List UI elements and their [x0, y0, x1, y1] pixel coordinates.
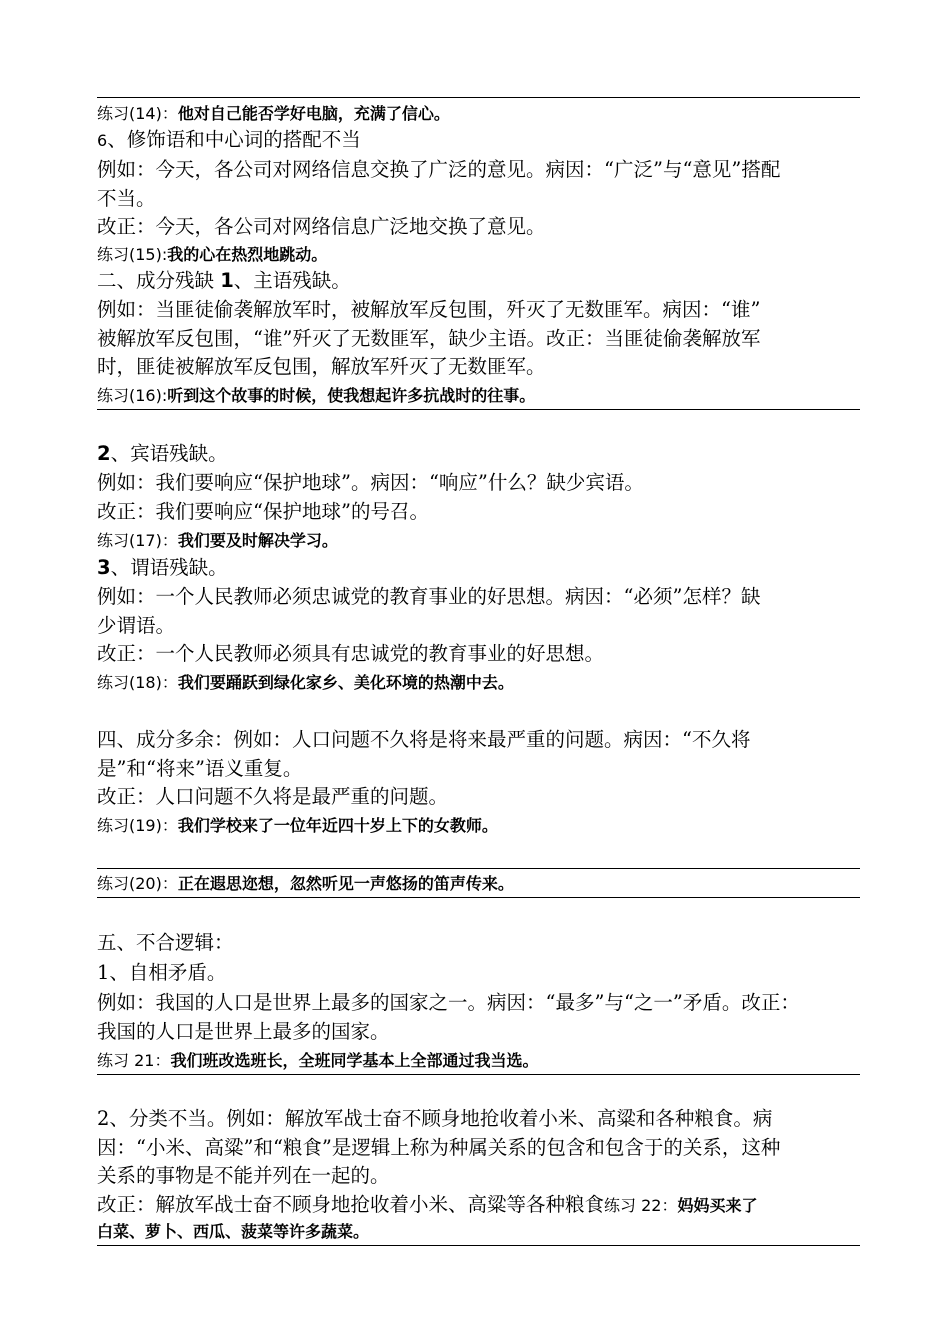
exercise-16 [97, 385, 535, 407]
section-6-heading: 6、修饰语和中心词的搭配不当 [97, 128, 361, 151]
text-line: 改正：一个人民教师必须具有忠诚党的教育事业的好思想。 [97, 642, 605, 665]
exercise-15 [97, 244, 327, 266]
exercise-text: 我的心在热烈地跳动。 [167, 245, 328, 264]
exercise-label: 练习(14)： [97, 104, 178, 123]
text-line: 例如：今天，各公司对网络信息交换了广泛的意见。病因：“广泛”与“意见”搭配 [97, 158, 781, 181]
exercise-19 [97, 815, 498, 837]
exercise-text: 听到这个故事的时候，使我想起许多抗战时的往事。 [167, 386, 536, 405]
divider [97, 1074, 860, 1075]
section-2-heading: 二、成分残缺 1、主语残缺。 [97, 269, 351, 292]
exercise-text: 他对自己能否学好电脑，充满了信心。 [177, 104, 450, 123]
text-line: 被解放军反包围，“谁”歼灭了无数匪军，缺少主语。改正：当匪徒偷袭解放军 [97, 327, 761, 350]
section-5-heading: 五、不合逻辑： [97, 931, 234, 954]
exercise-text: 妈妈买来了 [677, 1196, 758, 1215]
exercise-label: 练习(19)： [97, 816, 178, 835]
exercise-17 [97, 530, 338, 552]
text-line: 我国的人口是世界上最多的国家。 [97, 1020, 390, 1043]
exercise-text: 我们要及时解决学习。 [177, 531, 338, 550]
text-line: 例如：我们要响应“保护地球”。病因：“响应”什么？缺少宾语。 [97, 471, 644, 494]
text-line: 例如：当匪徒偷袭解放军时，被解放军反包围，歼灭了无数匪军。病因：“谁” [97, 298, 761, 321]
text-line: 2、分类不当。例如：解放军战士奋不顾身地抢收着小米、高粱和各种粮食。病 [97, 1107, 773, 1130]
exercise-label: 练习 21： [97, 1051, 171, 1070]
divider [97, 409, 860, 410]
text-line: 少谓语。 [97, 614, 176, 637]
text-line: 改正：解放军战士奋不顾身地抢收着小米、高粱等各种粮食练习 22：妈妈买来了 [97, 1193, 758, 1216]
exercise-label: 练习(16): [97, 386, 168, 405]
text-line: 例如：我国的人口是世界上最多的国家之一。病因：“最多”与“之一”矛盾。改正： [97, 991, 800, 1014]
text-line: 时，匪徒被解放军反包围，解放军歼灭了无数匪军。 [97, 355, 546, 378]
text-line: 例如：一个人民教师必须忠诚党的教育事业的好思想。病因：“必须”怎样？缺 [97, 585, 761, 608]
bottom-rule [97, 1245, 860, 1246]
text-line: 改正：我们要响应“保护地球”的号召。 [97, 500, 429, 523]
divider [97, 897, 860, 898]
subsection-2-heading: 2、宾语残缺。 [97, 442, 228, 465]
text-line: 关系的事物是不能并列在一起的。 [97, 1164, 390, 1187]
exercise-label: 练习 22： [604, 1196, 678, 1215]
subsection-3-heading: 3、谓语残缺。 [97, 556, 228, 579]
text-line: 1、自相矛盾。 [97, 961, 227, 984]
text-line: 改正：人口问题不久将是最严重的问题。 [97, 785, 449, 808]
text-line: 四、成分多余：例如：人口问题不久将是将来最严重的问题。病因：“不久将 [97, 728, 751, 751]
exercise-22-continued: 白菜、萝卜、西瓜、菠菜等许多蔬菜。 [97, 1222, 370, 1241]
exercise-text: 我们班改选班长，全班同学基本上全部通过我当选。 [170, 1051, 539, 1070]
exercise-label: 练习(17)： [97, 531, 178, 550]
exercise-21 [97, 1050, 538, 1072]
text-line: 不当。 [97, 187, 156, 210]
exercise-text: 我们要踊跃到绿化家乡、美化环境的热潮中去。 [177, 673, 514, 692]
exercise-label: 练习(20)： [97, 874, 178, 893]
exercise-14 [97, 103, 450, 125]
top-rule [97, 97, 860, 98]
exercise-label: 练习(15): [97, 245, 168, 264]
text-line: 改正：今天，各公司对网络信息广泛地交换了意见。 [97, 215, 546, 238]
text-line: 是”和“将来”语义重复。 [97, 757, 303, 780]
exercise-22 [604, 1196, 757, 1215]
exercise-label: 练习(18)： [97, 673, 178, 692]
text-line: 因：“小米、高粱”和“粮食”是逻辑上称为种属关系的包含和包含于的关系，这种 [97, 1136, 781, 1159]
exercise-20 [97, 873, 514, 895]
exercise-text: 正在遐思迩想，忽然听见一声悠扬的笛声传来。 [177, 874, 514, 893]
divider [97, 868, 860, 869]
exercise-18 [97, 672, 514, 694]
exercise-text: 我们学校来了一位年近四十岁上下的女教师。 [177, 816, 498, 835]
